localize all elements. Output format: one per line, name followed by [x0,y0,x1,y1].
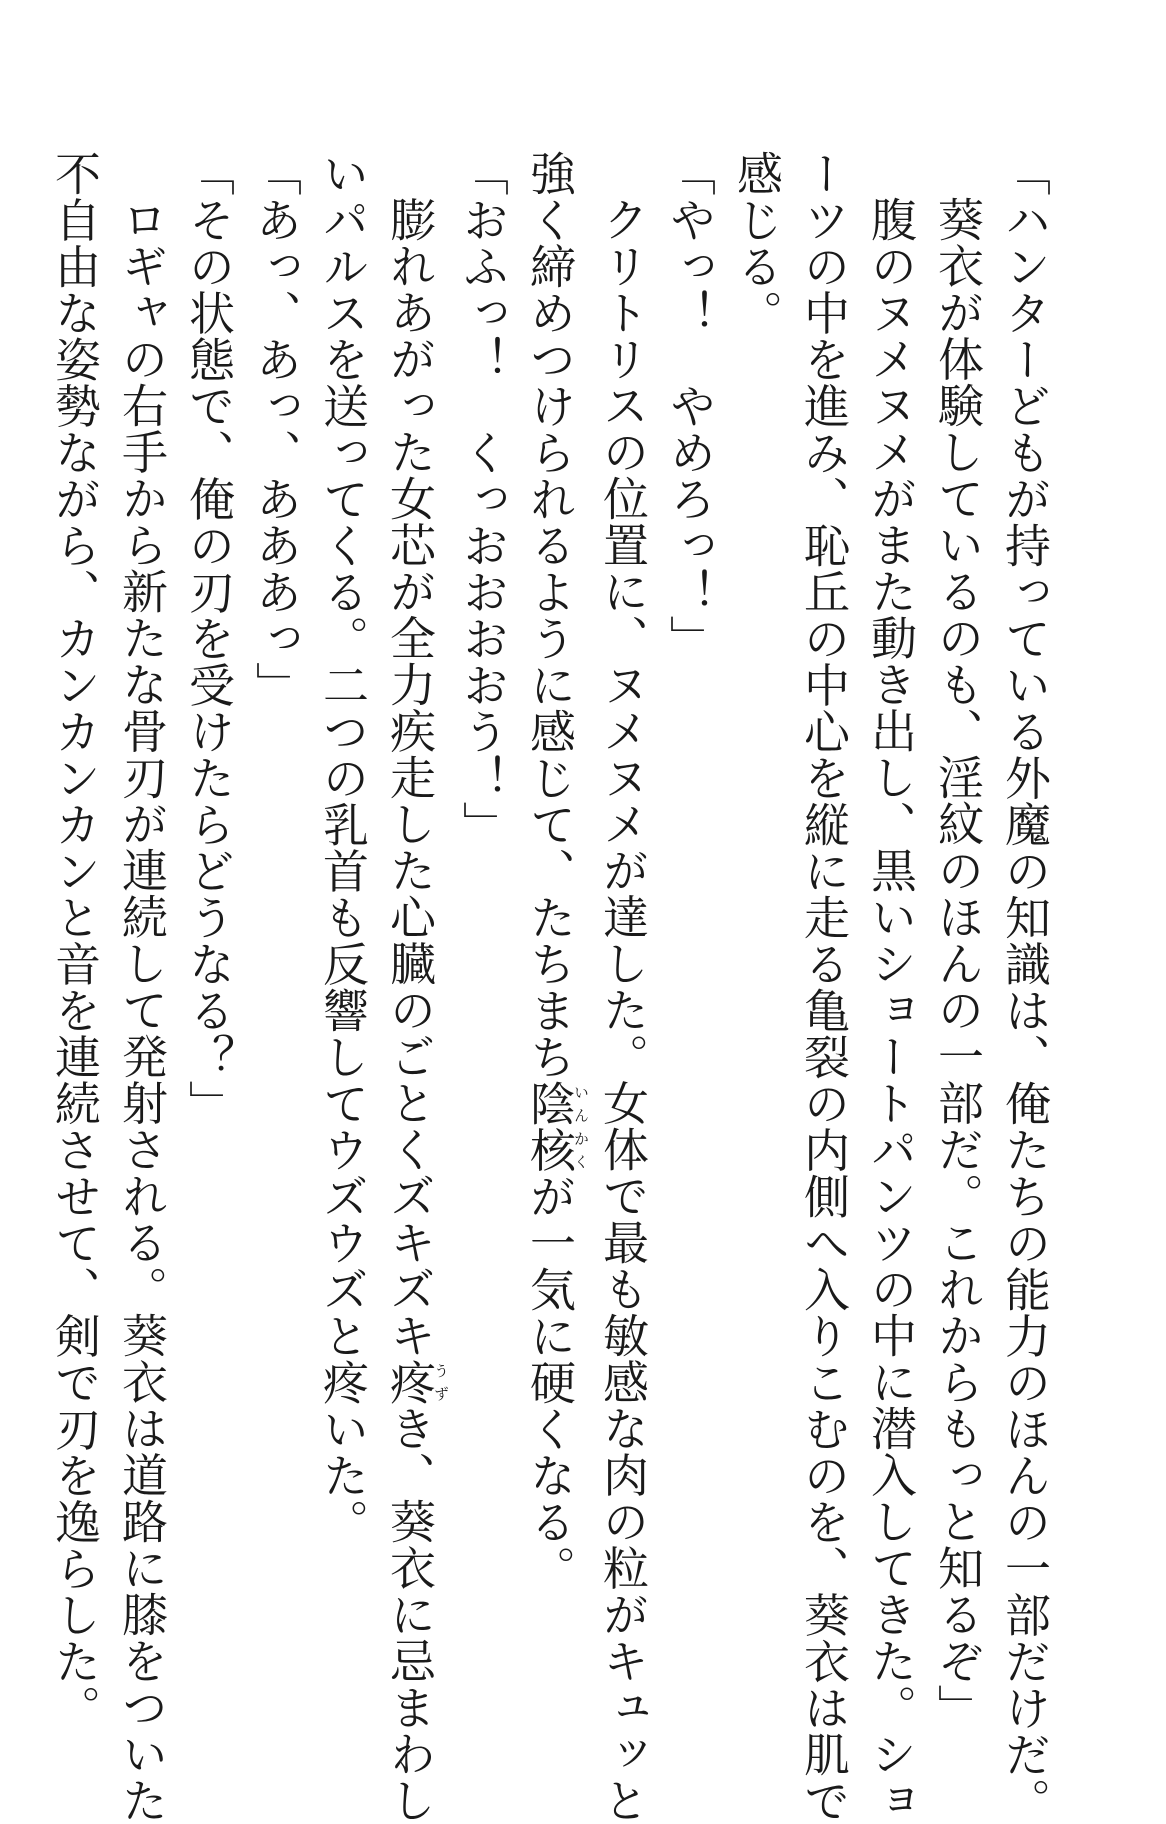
text-line-1: 「ハンターどもが持っている外魔の知識は、俺たちの能力のほんの一部だけだ。 [998,150,1052,1824]
text-line-11: いパルスを送ってくる。二つの乳首も反響してウズウズと疼いた。 [316,150,370,1545]
ruby-uzu-base: 疼 [383,1358,437,1405]
text-line-2: 葵衣が体験しているのも、淫紋のほんの一部だ。これからもっと知るぞ」 [931,196,985,1731]
ruby-inkaku-reading: いんかく [572,1080,590,1173]
text-line-6: 「やっ！ やめろっ！」 [663,150,717,662]
text-line-3: 腹のヌメヌメがまた動き出し、黒いショートパンツの中に潜入してきた。ショ [864,196,918,1824]
ruby-uzu-reading: うず [432,1358,450,1405]
text-line-13: 「その状態で、俺の刃を受けたらどうなる？」 [182,150,236,1127]
text-line-8-part-1: 強く締めつけられるように感じて、たちまち [523,150,577,1080]
ruby-inkaku [523,1080,590,1173]
text-line-8 [516,150,590,1592]
text-line-14: ロギャの右手から新たな骨刃が連続して発射される。葵衣は道路に膝をついた [115,196,169,1824]
ruby-uzu [383,1358,450,1406]
text-line-10 [376,150,450,1824]
text-line-5: 感じる。 [730,150,784,336]
text-line-7: クリトリスの位置に、ヌメヌメが達した。女体で最も敏感な肉の粒がキュッと [596,196,650,1824]
text-line-10-part-1: 膨れあがった女芯が全力疾走した心臓のごとくズキズキ [383,196,437,1359]
text-line-12: 「あっ、あっ、あああっ」 [249,150,303,708]
text-line-8-part-2: が一気に硬くなる。 [523,1173,577,1592]
text-line-15: 不自由な姿勢ながら、カンカンカンと音を連続させて、剣で刃を逸らした。 [48,150,102,1731]
vertical-text-body [48,150,1058,1824]
text-line-4: ーツの中を進み、恥丘の中心を縦に走る亀裂の内側へ入りこむのを、葵衣は肌で [797,150,851,1824]
text-line-9: 「おふっ！ くっおおおおう！」 [456,150,510,848]
ruby-inkaku-base: 陰核 [523,1080,577,1173]
text-line-10-part-2: き、葵衣に忌まわし [383,1405,437,1824]
